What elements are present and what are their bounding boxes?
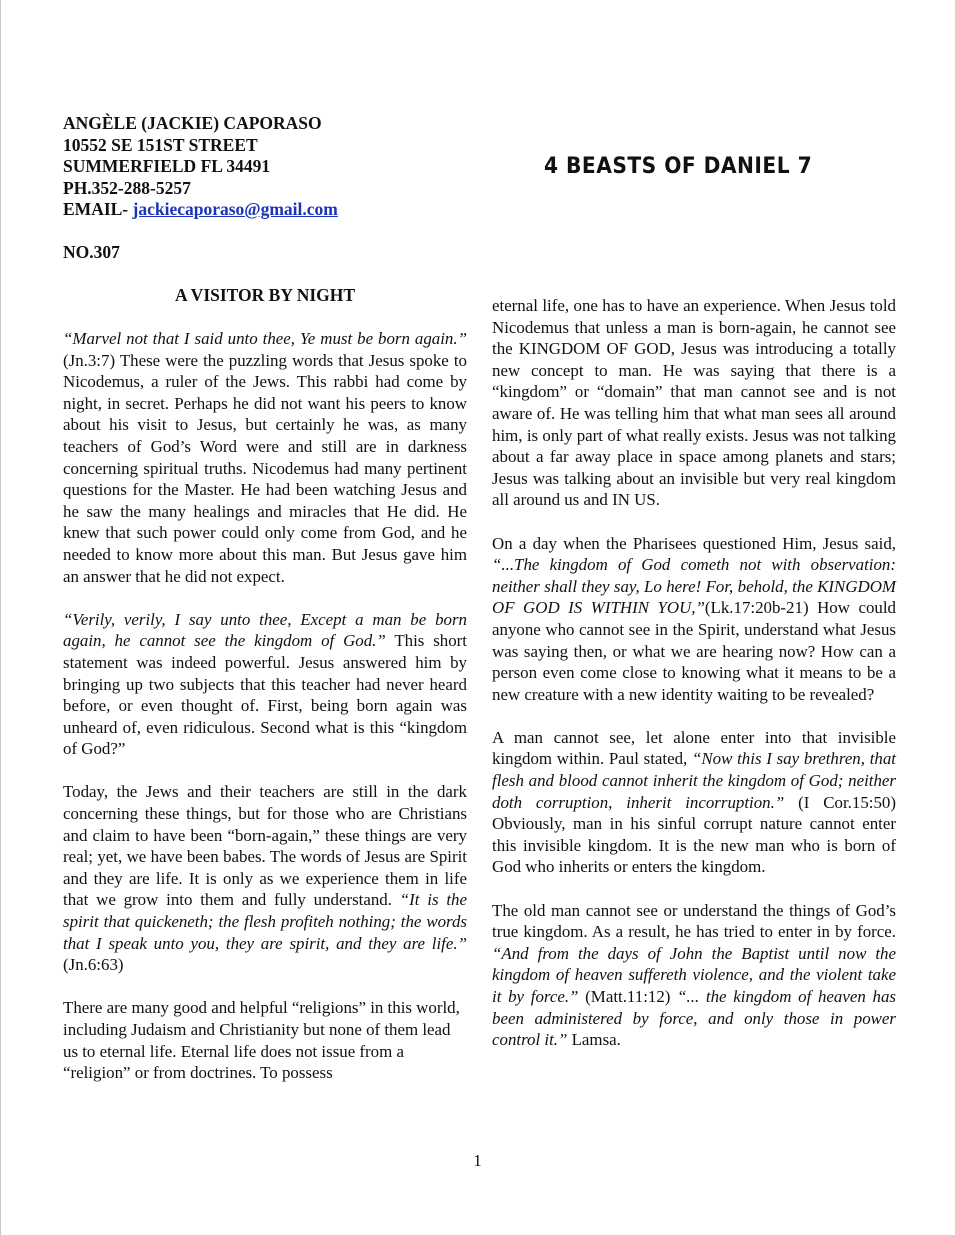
scripture-quote: “It is the spirit that quickeneth; the flesh profiteh nothing; the words that I speak unto you, they are spirit, and they are life.” bbox=[63, 890, 467, 953]
paragraph bbox=[492, 900, 896, 1051]
paragraph-text: Lamsa. bbox=[567, 1030, 621, 1050]
author-name: ANGÈLE (JACKIE) CAPORASO bbox=[63, 113, 322, 133]
paragraph-text: On a day when the Pharisees questioned Him, Jesus said, bbox=[492, 533, 896, 553]
page-number: 1 bbox=[473, 1151, 482, 1170]
paragraph-text: The old man cannot see or understand the things of God’s true kingdom. As a result, he has tried to enter in by force. bbox=[492, 900, 896, 942]
scripture-quote: “... the kingdom of heaven has been administered by force, and only those in power control it.” bbox=[492, 987, 896, 1050]
scripture-quote: “Now this I say brethren, that flesh and blood cannot inherit the kingdom of God; neither doth corruption, inherit incorruption.” bbox=[492, 749, 896, 812]
scripture-reference: (Matt.11:12) bbox=[578, 987, 678, 1006]
section-title: A VISITOR BY NIGHT bbox=[174, 285, 356, 305]
paragraph-text: A man cannot see, let alone enter into that invisible kingdom within. Paul stated, bbox=[492, 727, 896, 769]
scripture-reference: (Jn.6:63) bbox=[63, 955, 124, 975]
paragraph bbox=[63, 781, 467, 975]
paragraph bbox=[492, 533, 896, 706]
author-email-line bbox=[63, 199, 338, 221]
scripture-quote: “Verily, verily, I say unto thee, Except a man be born again, he cannot see the kingdom of God.” bbox=[63, 609, 467, 651]
paragraph-text: (Lk.17:20b-21) How could anyone who cannot see in the Spirit, understand what Jesus was saying then, or what we are hearing now? How can a person even come close to knowing what it means to be a new creature with a new identity waiting to be revealed? bbox=[492, 598, 897, 704]
paragraph-text: There are many good and helpful “religions” in this world, including Judaism and Christianity but none of them lead us to eternal life. Eternal life does not issue from a “religion” or from doctrines. To possess bbox=[63, 998, 460, 1083]
right-column bbox=[492, 295, 896, 1072]
paragraph bbox=[63, 609, 467, 760]
paragraph bbox=[492, 727, 896, 878]
document-title: 4 BEASTS OF DANIEL 7 bbox=[544, 154, 813, 179]
paragraph bbox=[63, 328, 467, 587]
scripture-quote: “Marvel not that I said unto thee, Ye must be born again.” bbox=[63, 329, 467, 348]
paragraph-text: (I Cor.15:50) Obviously, man in his sinful corrupt nature cannot enter this invisible kingdom. It is the new man who is born of God who inherits or enters the kingdom. bbox=[492, 792, 896, 877]
author-street: 10552 SE 151ST STREET bbox=[63, 134, 258, 155]
left-column bbox=[63, 328, 467, 1084]
paragraph bbox=[63, 997, 467, 1083]
email-link[interactable]: jackiecaporaso@gmail.com bbox=[132, 199, 338, 219]
paragraph-text: (Jn.3:7) These were the puzzling words that Jesus spoke to Nicodemus, a ruler of the Jews. This rabbi had come by night, in secret. Perhaps he did not want his peers to know about his visit to Jesus, but certainly he was, as many teachers of God’s Word were and still are in darkness concerning spiritual truths. Nicodemus had many pertinent questions for the Master. He had been watching Jesus and he saw the many healings and miracles that He did. He knew that such power could only come from God, and he needed to know more about this man. But Jesus gave him an answer that he did not expect. bbox=[63, 350, 467, 586]
author-contact-block bbox=[63, 113, 338, 221]
scripture-quote: “...The kingdom of God cometh not with observation: neither shall they say, Lo here! For, behold, the KINGDOM OF GOD IS WITHIN YOU,” bbox=[492, 555, 896, 618]
scripture-quote: “And from the days of John the Baptist until now the kingdom of heaven suffereth violence, and the violent take it by force.” bbox=[492, 943, 896, 1006]
page-edge bbox=[0, 0, 1, 1235]
paragraph-text: eternal life, one has to have an experience. When Jesus told Nicodemus that unless a man is born-again, he cannot see the KINGDOM OF GOD, Jesus was introducing a totally new concept to man. He was saying that there is a “kingdom” or “domain” that man cannot see and is not aware of. He was telling him that what man sees all around him, is only part of what really exists. Jesus was not talking about a far away place in space among planets and stars; Jesus was talking about an invisible but very real kingdom all around us and IN US. bbox=[492, 296, 896, 510]
author-phone: PH.352-288-5257 bbox=[63, 177, 191, 198]
author-city: SUMMERFIELD FL 34491 bbox=[63, 156, 271, 176]
email-label: EMAIL- bbox=[63, 199, 129, 219]
paragraph bbox=[492, 295, 896, 511]
paragraph-text: Today, the Jews and their teachers are still in the dark concerning these things, but for those who are Christians and claim to have been “born-again,” these things are very real; yet, we have been babes. The words of Jesus are Spirit and they are life. It is only as we experience them in life that we grow into them and fully understand. bbox=[63, 782, 467, 910]
paragraph-text: This short statement was indeed powerful. Jesus answered him by bringing up two subjects that this teacher had never heard before, or even thought of. First, being born again was unheard of, even ridiculous. Second what is this “kingdom of God?” bbox=[63, 631, 467, 759]
document-number: NO.307 bbox=[63, 242, 120, 262]
